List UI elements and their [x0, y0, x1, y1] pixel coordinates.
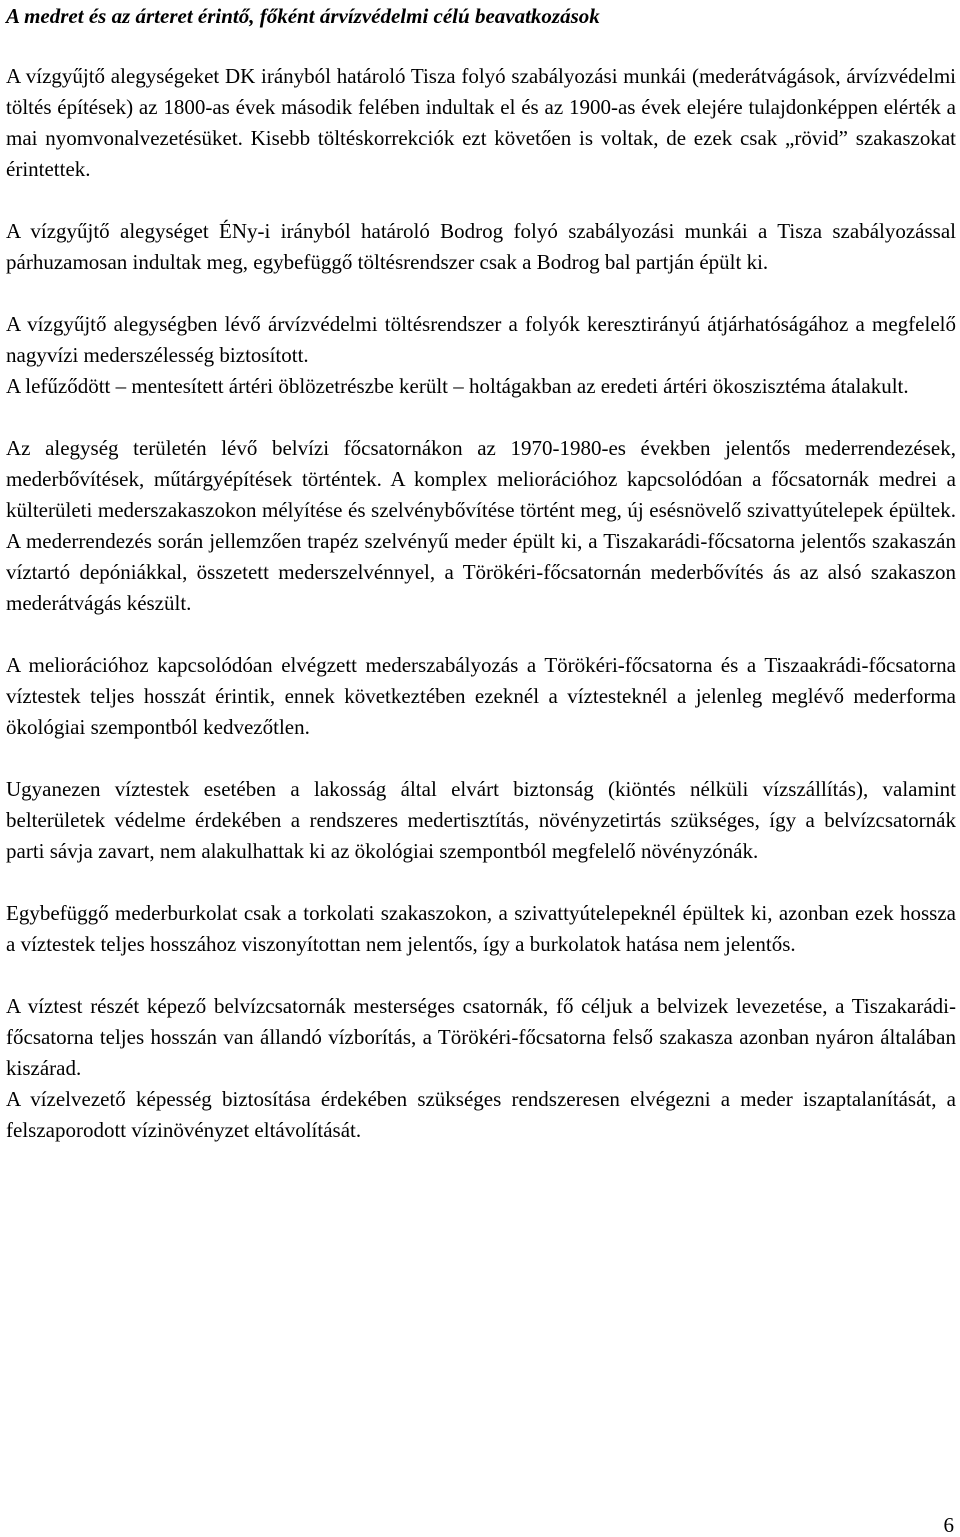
- paragraph-main-canals: Az alegység területén lévő belvízi főcsatornákon az 1970-1980-es években jelentős mederrendezések, mederbővítések, műtárgyépítések történtek. A komplex meliorációhoz kapcsolódóan a főcsatornák medrei a külterületi mederszakaszokon mélyítése és szelvénybővítése történt meg, új esésnövelő szivattyútelepek épültek. A mederrendezés során jellemzően trapéz szelvényű meder épült ki, a Tiszakarádi-főcsatorna jelentős szakaszán víztartó depóniákkal, összetett mederszelvénnyel, a Törökéri-főcsatornán mederbővítés ás az alsó szakaszon mederátvágás készült.: [6, 436, 956, 615]
- section-heading: A medret és az árteret érintő, főként árvízvédelmi célú beavatkozások: [6, 4, 600, 28]
- paragraph-tisza-regulation: A vízgyűjtő alegységeket DK irányból határoló Tisza folyó szabályozási munkái (mederátvágások, árvízvédelmi töltés építések) az 1800-as évek második felében indultak el és az 1900-as évek elejére tulajdonképpen elérték a mai nyomvonalvezetésüket. Kisebb töltéskorrekciók ezt követően is voltak, de ezek csak „rövid” szakaszokat érintettek.: [6, 64, 956, 181]
- paragraph-bed-lining: Egybefüggő mederburkolat csak a torkolati szakaszokon, a szivattyútelepeknél épültek ki, azonban ezek hossza a víztestek teljes hosszához viszonyítottan nem jelentős, így a burkolatok hatása nem jelentős.: [6, 901, 956, 956]
- paragraph-oxbow-lakes: A lefűződött – mentesített ártéri öblözetrészbe került – holtágakban az eredeti ártéri ökoszisztéma átalakult.: [6, 374, 909, 398]
- paragraph-channel-regulation: A meliorációhoz kapcsolódóan elvégzett mederszabályozás a Törökéri-főcsatorna és a Tiszaakrádi-főcsatorna víztestek teljes hosszát érintik, ennek következtében ezeknél a víztesteknél a jelenleg meglévő mederforma ökológiai szempontból kedvezőtlen.: [6, 653, 956, 739]
- paragraph-channel-maintenance: Ugyanezen víztestek esetében a lakosság által elvárt biztonság (kiöntés nélküli vízszállítás), valamint belterületek védelme érdekében a rendszeres medertisztítás, növényzetirtás szükséges, így a belvízcsatornák parti sávja zavart, nem alakulhattak ki az ökológiai szempontból megfelelő növényzónák.: [6, 777, 956, 863]
- paragraph-bodrog-regulation: A vízgyűjtő alegységet ÉNy-i irányból határoló Bodrog folyó szabályozási munkái a Tisza szabályozással párhuzamosan indultak meg, egybefüggő töltésrendszer csak a Bodrog bal partján épült ki.: [6, 219, 956, 274]
- paragraph-artificial-canals: A víztest részét képező belvízcsatornák mesterséges csatornák, fő céljuk a belvizek levezetése, a Tiszakarádi-főcsatorna teljes hosszán van állandó vízborítás, a Törökéri-főcsatorna felső szakasza azonban nyáron általában kiszárad.: [6, 994, 956, 1080]
- page-number: 6: [943, 1513, 954, 1537]
- paragraph-flood-levee-system: A vízgyűjtő alegységben lévő árvízvédelmi töltésrendszer a folyók keresztirányú átjárhatóságához a megfelelő nagyvízi mederszélesség biztosított.: [6, 312, 956, 367]
- paragraph-sediment-removal: A vízelvezető képesség biztosítása érdekében szükséges rendszeresen elvégezni a meder iszaptalanítását, a felszaporodott vízinövényzet eltávolítását.: [6, 1087, 956, 1142]
- document-page: [6, 0, 956, 1146]
